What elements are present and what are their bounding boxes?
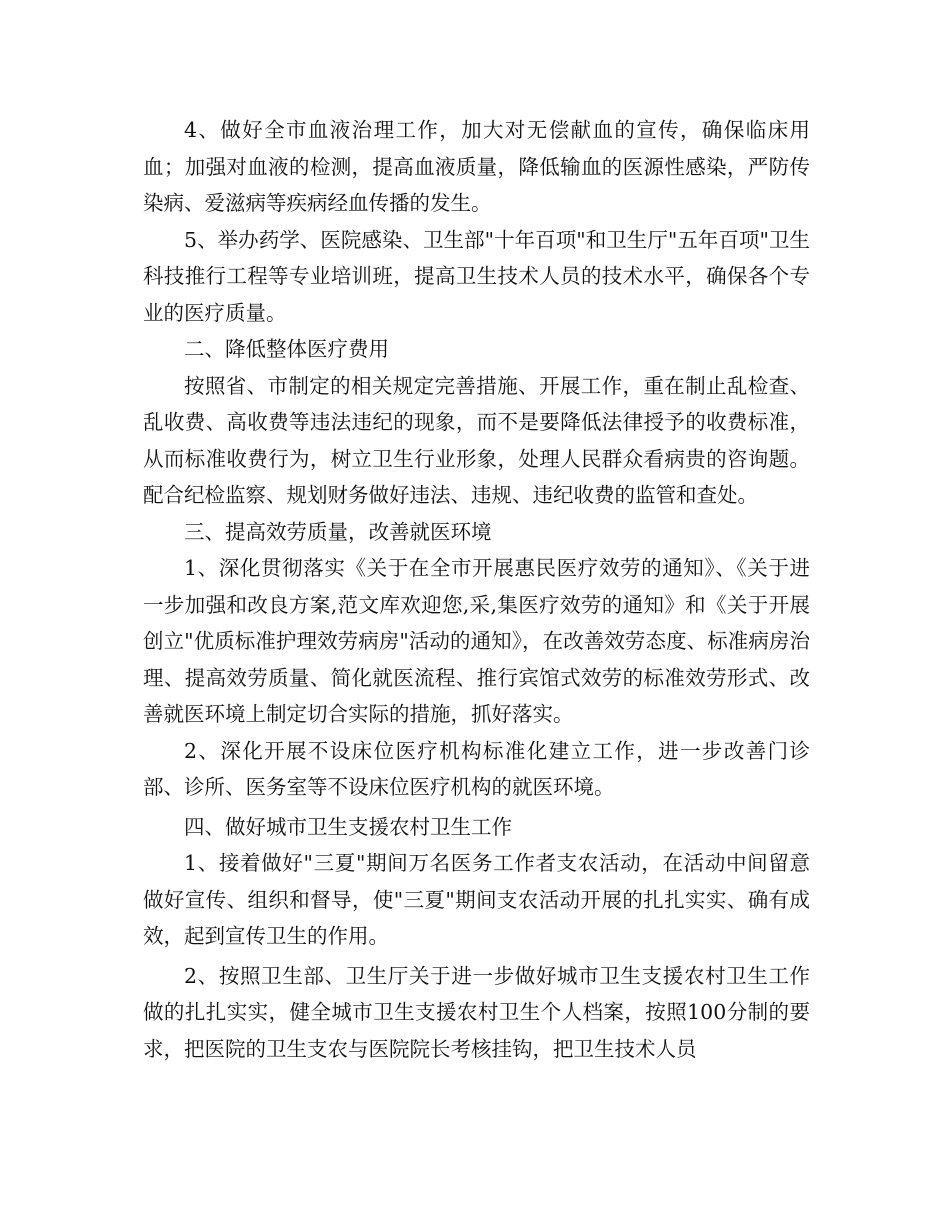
paragraph-item-4: 4、做好全市血液治理工作，加大对无偿献血的宣传，确保临床用血；加强对血液的检测，提高血液质量，降低输血的医源性感染，严防传染病、爱滋病等疾病经血传播的发生。 — [143, 118, 810, 215]
document-body — [143, 112, 810, 1067]
section-heading-2: 二、降低整体医疗费用 — [184, 337, 389, 361]
paragraph-fees: 按照省、市制定的相关规定完善措施、开展工作，重在制止乱检查、乱收费、高收费等违法违纪的现象，而不是要降低法律授予的收费标准，从而标准收费行为，树立卫生行业形象，处理人民群众看病贵的咨询题。配合纪检监察、规划财务做好违法、违规、违纪收费的监管和查处。 — [143, 373, 810, 507]
paragraph-rural-1: 1、接着做好"三夏"期间万名医务工作者支农活动，在活动中间留意做好宣传、组织和督导，使"三夏"期间支农活动开展的扎扎实实、确有成效，起到宣传卫生的作用。 — [143, 851, 810, 948]
paragraph-service-1: 1、深化贯彻落实《关于在全市开展惠民医疗效劳的通知》、《关于进一步加强和改良方案,范文库欢迎您,采,集医疗效劳的通知》和《关于开展创立"优质标准护理效劳病房"活动的通知》，在改善效劳态度、标准病房治理、提高效劳质量、简化就医流程、推行宾馆式效劳的标准效劳形式、改善就医环境上制定切合实际的措施，抓好落实。 — [143, 556, 810, 726]
paragraph-rural-2: 2、按照卫生部、卫生厅关于进一步做好城市卫生支援农村卫生工作做的扎扎实实，健全城市卫生支援农村卫生个人档案，按照100分制的要求，把医院的卫生支农与医院院长考核挂钩，把卫生技术人员 — [143, 963, 810, 1061]
section-heading-4: 四、做好城市卫生支援农村卫生工作 — [184, 814, 512, 839]
paragraph-item-5: 5、举办药学、医院感染、卫生部"十年百项"和卫生厅"五年百项"卫生科技推行工程等专业培训班，提高卫生技术人员的技术水平，确保各个专业的医疗质量。 — [143, 227, 810, 325]
paragraph-service-2: 2、深化开展不设床位医疗机构标准化建立工作，进一步改善门诊部、诊所、医务室等不设床位医疗机构的就医环境。 — [143, 738, 810, 799]
section-heading-3: 三、提高效劳质量，改善就医环境 — [184, 519, 492, 544]
